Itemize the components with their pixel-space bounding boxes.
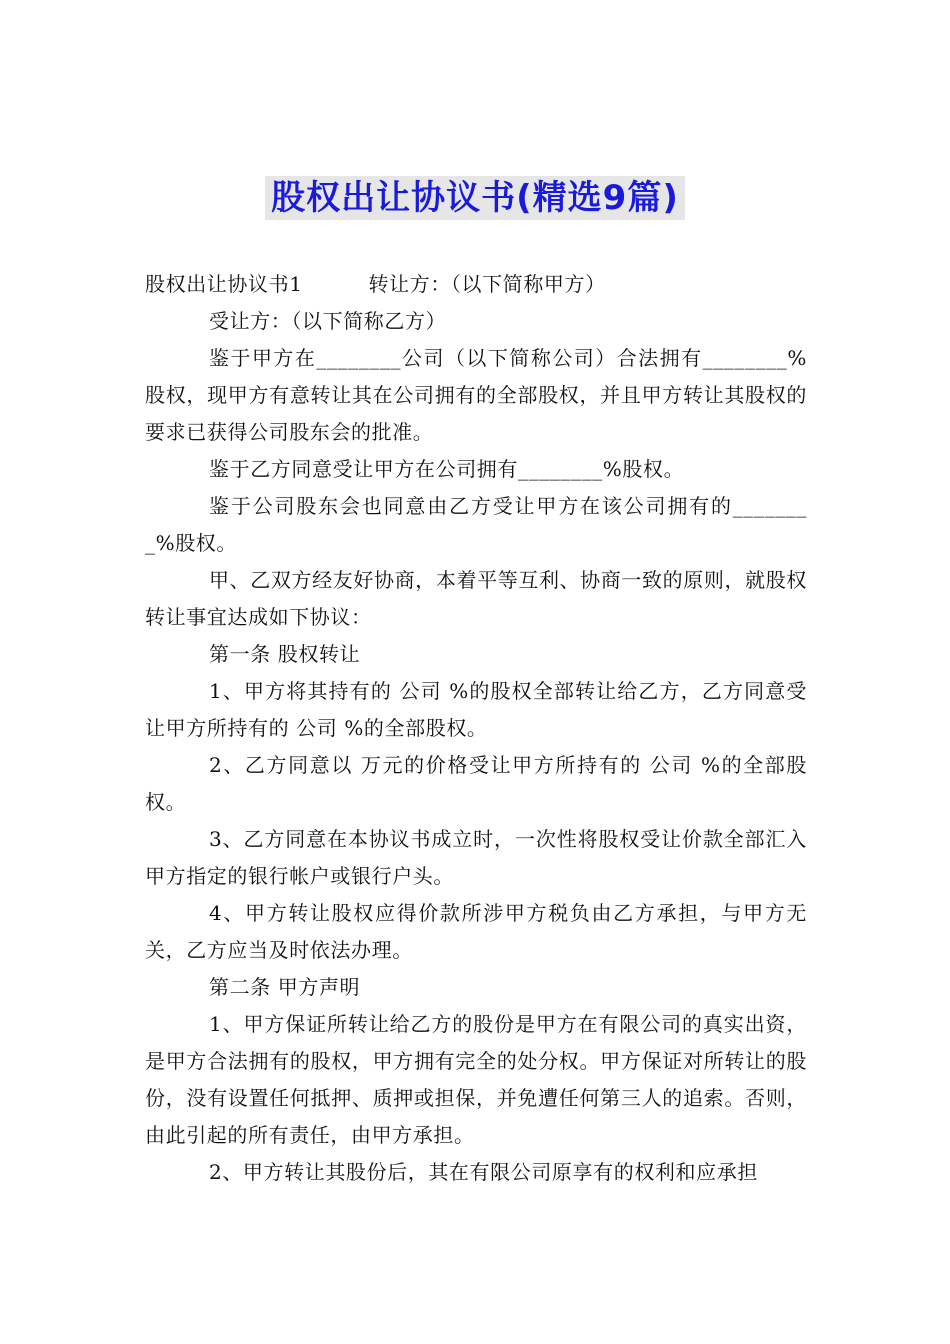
paragraph: 鉴于乙方同意受让甲方在公司拥有________%股权。 (209, 457, 685, 481)
article-heading: 第二条 甲方声明 (209, 975, 361, 999)
first-line (145, 266, 807, 303)
article-heading: 第一条 股权转让 (209, 642, 361, 666)
title-container (0, 176, 950, 220)
paragraph: 4、甲方转让股权应得价款所涉甲方税负由乙方承担，与甲方无关，乙方应当及时依法办理。 (145, 901, 807, 962)
transferor-line: 转让方：（以下简称甲方） (368, 272, 606, 296)
agreement-heading: 股权出让协议书1 (145, 272, 303, 296)
paragraph: 鉴于甲方在________公司（以下简称公司）合法拥有________%股权，现甲方有意转让其在公司拥有的全部股权，并且甲方转让其股权的要求已获得公司股东会的批准。 (145, 346, 807, 444)
paragraph: 甲、乙双方经友好协商，本着平等互利、协商一致的原则，就股权转让事宜达成如下协议： (145, 568, 807, 629)
document-title: 股权出让协议书(精选9篇) (265, 176, 685, 220)
paragraph: 2、乙方同意以 万元的价格受让甲方所持有的 公司 %的全部股权。 (145, 753, 807, 814)
paragraph: 1、甲方保证所转让给乙方的股份是甲方在有限公司的真实出资，是甲方合法拥有的股权，甲方拥有完全的处分权。甲方保证对所转让的股份，没有设置任何抵押、质押或担保，并免遭任何第三人的追索。否则，由此引起的所有责任，由甲方承担。 (145, 1012, 807, 1147)
paragraph: 2、甲方转让其股份后，其在有限公司原享有的权利和应承担 (209, 1160, 758, 1184)
paragraph: 1、甲方将其持有的 公司 %的股权全部转让给乙方，乙方同意受让甲方所持有的 公司 %的全部股权。 (145, 679, 807, 740)
paragraph: 3、乙方同意在本协议书成立时，一次性将股权受让价款全部汇入甲方指定的银行帐户或银行户头。 (145, 827, 807, 888)
paragraph: 鉴于公司股东会也同意由乙方受让甲方在该公司拥有的________%股权。 (145, 494, 807, 555)
document-body (145, 266, 807, 1191)
paragraph: 受让方：（以下简称乙方） (209, 309, 447, 333)
